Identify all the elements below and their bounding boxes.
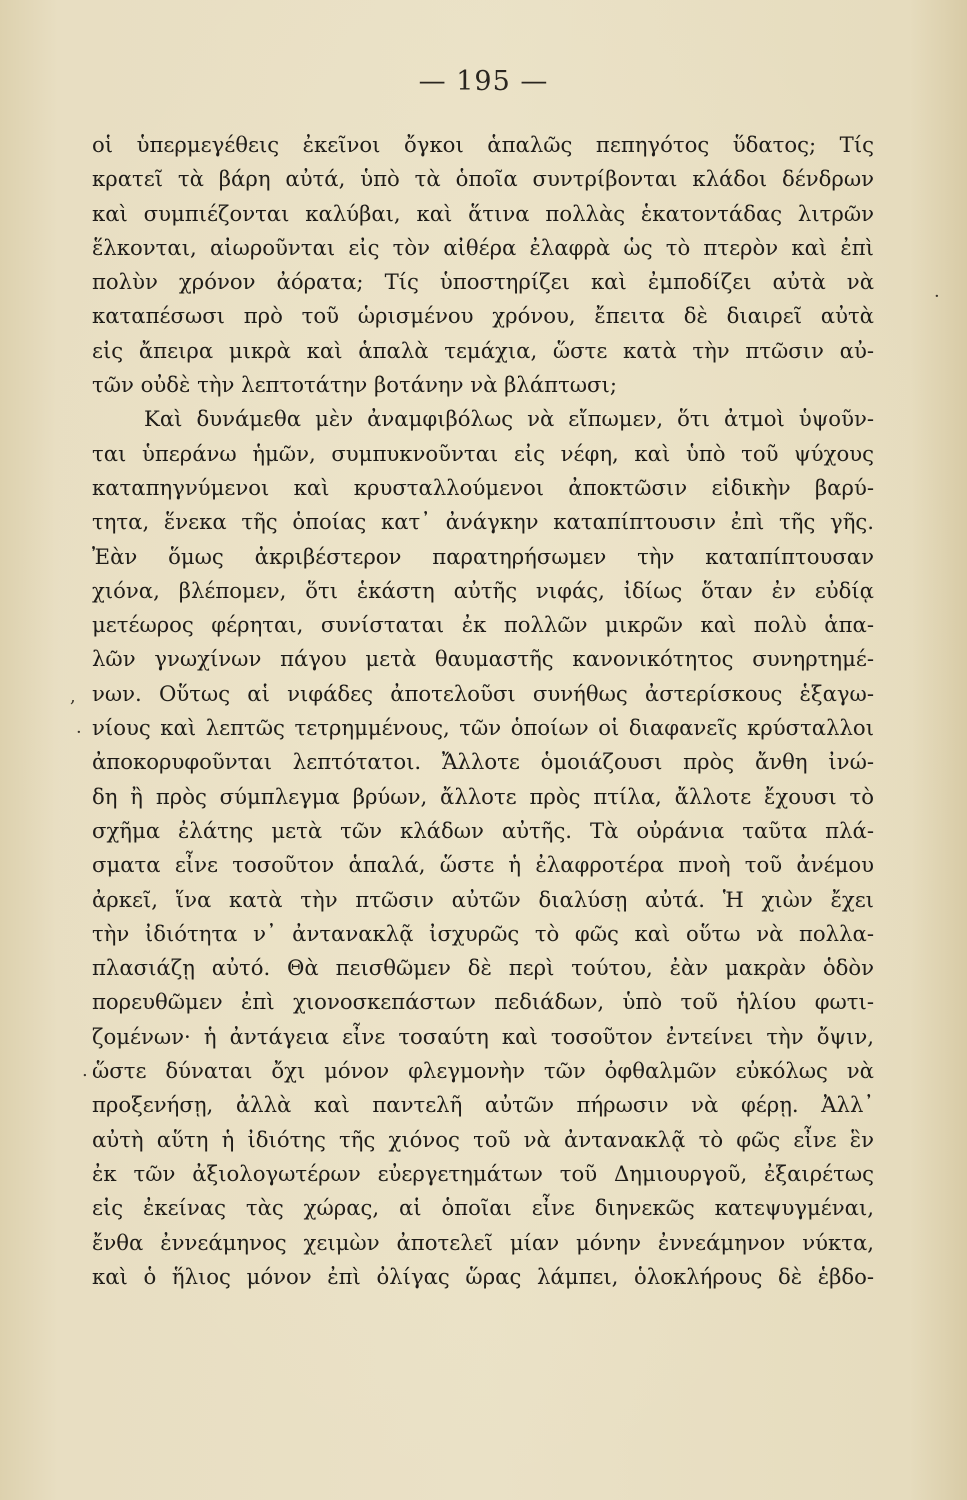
text-line: σχῆμα ἐλάτης μετὰ τῶν κλάδων αὐτῆς. Τὰ οὐράνια ταῦτα πλά- xyxy=(92,817,874,843)
text-line: τὴν ἰδιότητα ν᾽ ἀντανακλᾷ ἰσχυρῶς τὸ φῶς καὶ οὕτω νὰ πολλα- xyxy=(92,920,874,946)
text-line: ζομένων· ἡ ἀντάγεια εἶνε τοσαύτη καὶ τοσοῦτον ἐντείνει τὴν ὄψιν, xyxy=(92,1023,874,1049)
text-line: δη ἢ πρὸς σύμπλεγμα βρύων, ἄλλοτε πρὸς πτίλα, ἄλλοτε ἔχουσι τὸ xyxy=(92,783,874,809)
text-line: εἰς ἄπειρα μικρὰ καὶ ἁπαλὰ τεμάχια, ὥστε κατὰ τὴν πτῶσιν αὐ- xyxy=(92,337,874,363)
text-line: νων. Οὕτως αἱ νιφάδες ἀποτελοῦσι συνήθως ἀστερίσκους ἑξαγω- xyxy=(92,680,874,706)
text-line: μετέωρος φέρηται, συνίσταται ἐκ πολλῶν μικρῶν καὶ πολὺ ἁπα- xyxy=(92,612,874,638)
body-text xyxy=(92,128,874,1294)
text-line: χιόνα, βλέπομεν, ὅτι ἑκάστη αὐτῆς νιφάς, ἰδίως ὅταν ἐν εὐδίᾳ xyxy=(92,577,874,603)
text-line: ἕλκονται, αἰωροῦνται εἰς τὸν αἰθέρα ἐλαφρὰ ὡς τὸ πτερὸν καὶ ἐπὶ xyxy=(92,234,874,260)
text-line: κρατεῖ τὰ βάρη αὐτά, ὑπὸ τὰ ὁποῖα συντρίβονται κλάδοι δένδρων xyxy=(92,166,874,192)
text-line: προξενήσῃ, ἀλλὰ καὶ παντελῆ αὐτῶν πήρωσιν νὰ φέρῃ. Ἀλλ᾽ xyxy=(92,1092,874,1118)
text-line: καταπηγνύμενοι καὶ κρυσταλλούμενοι ἀποκτῶσιν εἰδικὴν βαρύ- xyxy=(92,474,874,500)
text-line: τητα, ἕνεκα τῆς ὁποίας κατ᾽ ἀνάγκην καταπίπτουσιν ἐπὶ τῆς γῆς. xyxy=(92,509,874,535)
text-line: αὐτὴ αὕτη ἡ ἰδιότης τῆς χιόνος τοῦ νὰ ἀντανακλᾷ τὸ φῶς εἶνε ἓν xyxy=(92,1126,874,1152)
text-line: ἀποκορυφοῦνται λεπτότατοι. Ἄλλοτε ὁμοιάζουσι πρὸς ἄνθη ἰνώ- xyxy=(92,749,874,775)
margin-speck-mark: . xyxy=(82,1060,88,1081)
text-line: Καὶ δυνάμεθα μὲν ἀναμφιβόλως νὰ εἴπωμεν, ὅτι ἀτμοὶ ὑψοῦν- xyxy=(144,406,874,432)
text-line: πορευθῶμεν ἐπὶ χιονοσκεπάστων πεδιάδων, ὑπὸ τοῦ ἡλίου φωτι- xyxy=(92,989,874,1015)
text-line: οἱ ὑπερμεγέθεις ἐκεῖνοι ὄγκοι ἁπαλῶς πεπηγότος ὕδατος; Τίς xyxy=(92,132,874,157)
text-line: ἐκ τῶν ἀξιολογωτέρων εὐεργετημάτων τοῦ Δημιουργοῦ, ἐξαιρέτως xyxy=(92,1160,874,1186)
text-line: ται ὑπεράνω ἡμῶν, συμπυκνοῦνται εἰς νέφη, καὶ ὑπὸ τοῦ ψύχους xyxy=(92,440,874,466)
text-line: ἔνθα ἐννεάμηνος χειμὼν ἀποτελεῖ μίαν μόνην ἐννεάμηνον νύκτα, xyxy=(92,1229,874,1255)
text-line: πολὺν χρόνον ἀόρατα; Τίς ὑποστηρίζει καὶ ἐμποδίζει αὐτὰ νὰ xyxy=(92,269,874,295)
text-line: λῶν γνωχίνων πάγου μετὰ θαυμαστῆς κανονικότητος συνηρτημέ- xyxy=(92,646,874,672)
text-line: τῶν οὐδὲ τὴν λεπτοτάτην βοτάνην νὰ βλάπτωσι; xyxy=(92,372,617,398)
text-line: πλασιάζῃ αὐτό. Θὰ πεισθῶμεν δὲ περὶ τούτου, ἐὰν μακρὰν ὁδὸν xyxy=(92,955,874,981)
text-line: καταπέσωσι πρὸ τοῦ ὡρισμένου χρόνου, ἔπειτα δὲ διαιρεῖ αὐτὰ xyxy=(92,303,874,329)
margin-speck-mark: · xyxy=(76,722,82,743)
text-line: σματα εἶνε τοσοῦτον ἁπαλά, ὥστε ἡ ἐλαφροτέρα πνοὴ τοῦ ἀνέμου xyxy=(92,852,874,878)
margin-speck-mark: · xyxy=(934,286,940,307)
text-line: εἰς ἐκείνας τὰς χώρας, αἱ ὁποῖαι εἶνε διηνεκῶς κατεψυγμέναι, xyxy=(92,1195,874,1221)
text-line: ἀρκεῖ, ἵνα κατὰ τὴν πτῶσιν αὐτῶν διαλύσῃ αὐτά. Ἡ χιὼν ἔχει xyxy=(92,886,874,912)
text-line: καὶ συμπιέζονται καλύβαι, καὶ ἅτινα πολλὰς ἑκατοντάδας λιτρῶν xyxy=(92,200,874,226)
text-line: καὶ ὁ ἥλιος μόνον ἐπὶ ὀλίγας ὥρας λάμπει, ὁλοκλήρους δὲ ἑβδο- xyxy=(92,1263,874,1289)
text-line: Ἐὰν ὅμως ἀκριβέστερον παρατηρήσωμεν τὴν καταπίπτουσαν xyxy=(92,543,874,569)
page-number: — 195 — xyxy=(418,66,549,97)
text-line: νίους καὶ λεπτῶς τετρημμένους, τῶν ὁποίων οἱ διαφανεῖς κρύσταλλοι xyxy=(92,715,874,741)
text-line: ὥστε δύναται ὄχι μόνον φλεγμονὴν τῶν ὀφθαλμῶν εὐκόλως νὰ xyxy=(92,1058,874,1084)
margin-speck-mark: , xyxy=(70,686,76,707)
